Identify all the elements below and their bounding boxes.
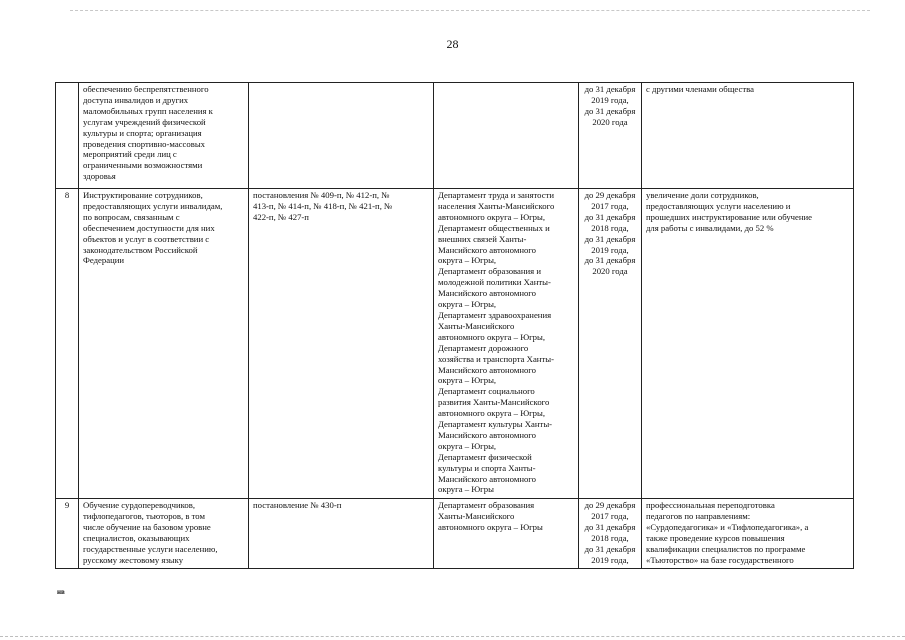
cell-line: с другими членами общества — [646, 84, 754, 94]
cell-number — [56, 83, 79, 189]
cell-line: также проведение курсов повышения — [646, 532, 785, 543]
scan-top-edge — [70, 10, 870, 11]
measures-table-body — [56, 83, 854, 569]
cell-basis — [249, 83, 434, 189]
cell-line: населения Ханты-Мансийского — [438, 200, 555, 211]
cell-line: округа – Югры, — [438, 299, 497, 310]
cell-line: законодательством Российской — [83, 244, 198, 255]
cell-number: 8 — [56, 189, 79, 499]
cell-line: педагогов по направлениям: — [646, 510, 751, 521]
cell-executors — [434, 499, 579, 569]
measures-table — [55, 82, 854, 569]
cell-executors — [434, 189, 579, 499]
cell-line: округа – Югры — [438, 484, 494, 495]
cell-line: Мансийского автономного — [438, 364, 536, 375]
cell-line: до 31 декабря — [584, 521, 636, 532]
cell-line: ограниченными возможностями — [83, 160, 203, 171]
cell-line: проведения спортивно-массовых — [83, 138, 206, 149]
cell-line: 2018 года, — [591, 532, 629, 543]
cell-line: автономного округа – Югры, — [438, 408, 546, 419]
cell-line: до 31 декабря — [584, 105, 636, 116]
cell-line: Мансийского автономного — [438, 429, 536, 440]
cell-line: Мансийского автономного — [438, 473, 536, 484]
cell-line: увеличение доли сотрудников, — [646, 190, 759, 200]
cell-line: 2020 года — [592, 116, 628, 127]
cell-line: Ханты-Мансийского — [438, 320, 515, 331]
cell-line: предоставляющих услуги инвалидам, — [83, 200, 223, 211]
cell-line: предоставляющих услуги населению и — [646, 200, 791, 211]
cell-line: Мансийского автономного — [438, 244, 536, 255]
cell-line: округа – Югры, — [438, 375, 497, 386]
cell-line: объектов и услуг в соответствии с — [83, 233, 210, 244]
cell-line: постановление № 430-п — [253, 500, 342, 510]
cell-line: автономного округа – Югры — [438, 521, 543, 532]
cell-line: прошедших инструктирование или обучение — [646, 211, 813, 222]
cell-line: Ханты-Мансийского — [438, 510, 515, 521]
cell-line: Департамент труда и занятости — [438, 190, 555, 200]
cell-measure — [79, 499, 249, 569]
cell-line: до 29 декабря — [584, 190, 636, 200]
cell-line: 422-п, № 427-п — [253, 211, 309, 222]
cell-line: специалистов, оказывающих — [83, 532, 190, 543]
page-number: 28 — [446, 37, 459, 51]
cell-line: до 29 декабря — [584, 500, 636, 510]
cell-line: 2017 года, — [591, 200, 629, 211]
footer-mark: нв — [57, 588, 65, 596]
cell-terms — [579, 499, 642, 569]
cell-line: Департамент физической — [438, 451, 532, 462]
cell-line: Департамент культуры Ханты- — [438, 419, 553, 430]
table-row — [56, 83, 854, 189]
cell-result — [642, 83, 854, 189]
cell-line: Департамент образования и — [438, 266, 541, 277]
cell-line: автономного округа – Югры, — [438, 331, 546, 342]
cell-line: Департамент дорожного — [438, 342, 529, 353]
cell-line: «Тьюторство» на базе государственного — [646, 554, 794, 565]
cell-line: культуры и спорта; организация — [83, 127, 202, 138]
cell-basis — [249, 189, 434, 499]
cell-line: до 31 декабря — [584, 543, 636, 554]
cell-line: 2019 года, — [591, 94, 629, 105]
cell-line: Департамент общественных и — [438, 222, 550, 233]
cell-line: до 31 декабря — [584, 211, 636, 222]
cell-line: Мансийского автономного — [438, 288, 536, 299]
cell-line: Департамент социального — [438, 386, 535, 397]
table-row — [56, 499, 854, 569]
cell-line: обеспечением доступности для них — [83, 222, 215, 233]
cell-measure — [79, 189, 249, 499]
cell-terms — [579, 189, 642, 499]
cell-line: постановления № 409-п, № 412-п, № — [253, 190, 390, 200]
cell-line: до 31 декабря — [584, 233, 636, 244]
cell-number: 9 — [56, 499, 79, 569]
cell-line: услугам учреждений физической — [83, 116, 206, 127]
cell-line: мероприятий среди лиц с — [83, 149, 177, 160]
cell-line: округа – Югры, — [438, 440, 497, 451]
cell-line: развития Ханты-Мансийского — [438, 397, 550, 408]
cell-line: 2019 года, — [591, 554, 629, 565]
cell-line: до 31 декабря — [584, 84, 636, 94]
cell-line: Департамент образования — [438, 500, 535, 510]
cell-line: Обучение сурдопереводчиков, — [83, 500, 196, 510]
cell-line: до 31 декабря — [584, 255, 636, 266]
cell-line: доступа инвалидов и других — [83, 94, 189, 105]
cell-line: культуры и спорта Ханты- — [438, 462, 536, 473]
cell-basis — [249, 499, 434, 569]
cell-line: числе обучение на базовом уровне — [83, 521, 211, 532]
cell-result — [642, 189, 854, 499]
cell-line: квалификации специалистов по программе — [646, 543, 806, 554]
cell-line: здоровья — [83, 171, 116, 182]
cell-line: обеспечению беспрепятственного — [83, 84, 209, 94]
cell-result — [642, 499, 854, 569]
cell-measure — [79, 83, 249, 189]
cell-terms — [579, 83, 642, 189]
cell-line: тифлопедагогов, тьюторов, в том — [83, 510, 205, 521]
cell-line: Департамент здравоохранения — [438, 309, 552, 320]
cell-line: Федерации — [83, 255, 125, 266]
scan-bottom-edge — [0, 636, 905, 637]
cell-line: автономного округа – Югры, — [438, 211, 546, 222]
cell-line: 2019 года, — [591, 244, 629, 255]
cell-line: для работы с инвалидами, до 52 % — [646, 222, 774, 233]
cell-line: 2017 года, — [591, 510, 629, 521]
cell-line: хозяйства и транспорта Ханты- — [438, 353, 554, 364]
cell-line: маломобильных групп населения к — [83, 105, 213, 116]
cell-line: «Сурдопедагогика» и «Тифлопедагогика», а — [646, 521, 809, 532]
cell-line: по вопросам, связанным с — [83, 211, 180, 222]
cell-line: 2020 года — [592, 266, 628, 277]
cell-line: 2018 года, — [591, 222, 629, 233]
cell-line: внешних связей Ханты- — [438, 233, 527, 244]
cell-line: профессиональная переподготовка — [646, 500, 775, 510]
cell-line: Инструктирование сотрудников, — [83, 190, 203, 200]
cell-line: молодежной политики Ханты- — [438, 277, 551, 288]
cell-line: округа – Югры, — [438, 255, 497, 266]
cell-line: государственные услуги населению, — [83, 543, 218, 554]
table-row — [56, 189, 854, 499]
cell-line: 413-п, № 414-п, № 418-п, № 421-п, № — [253, 200, 393, 211]
cell-executors — [434, 83, 579, 189]
cell-line: русскому жестовому языку — [83, 554, 184, 565]
